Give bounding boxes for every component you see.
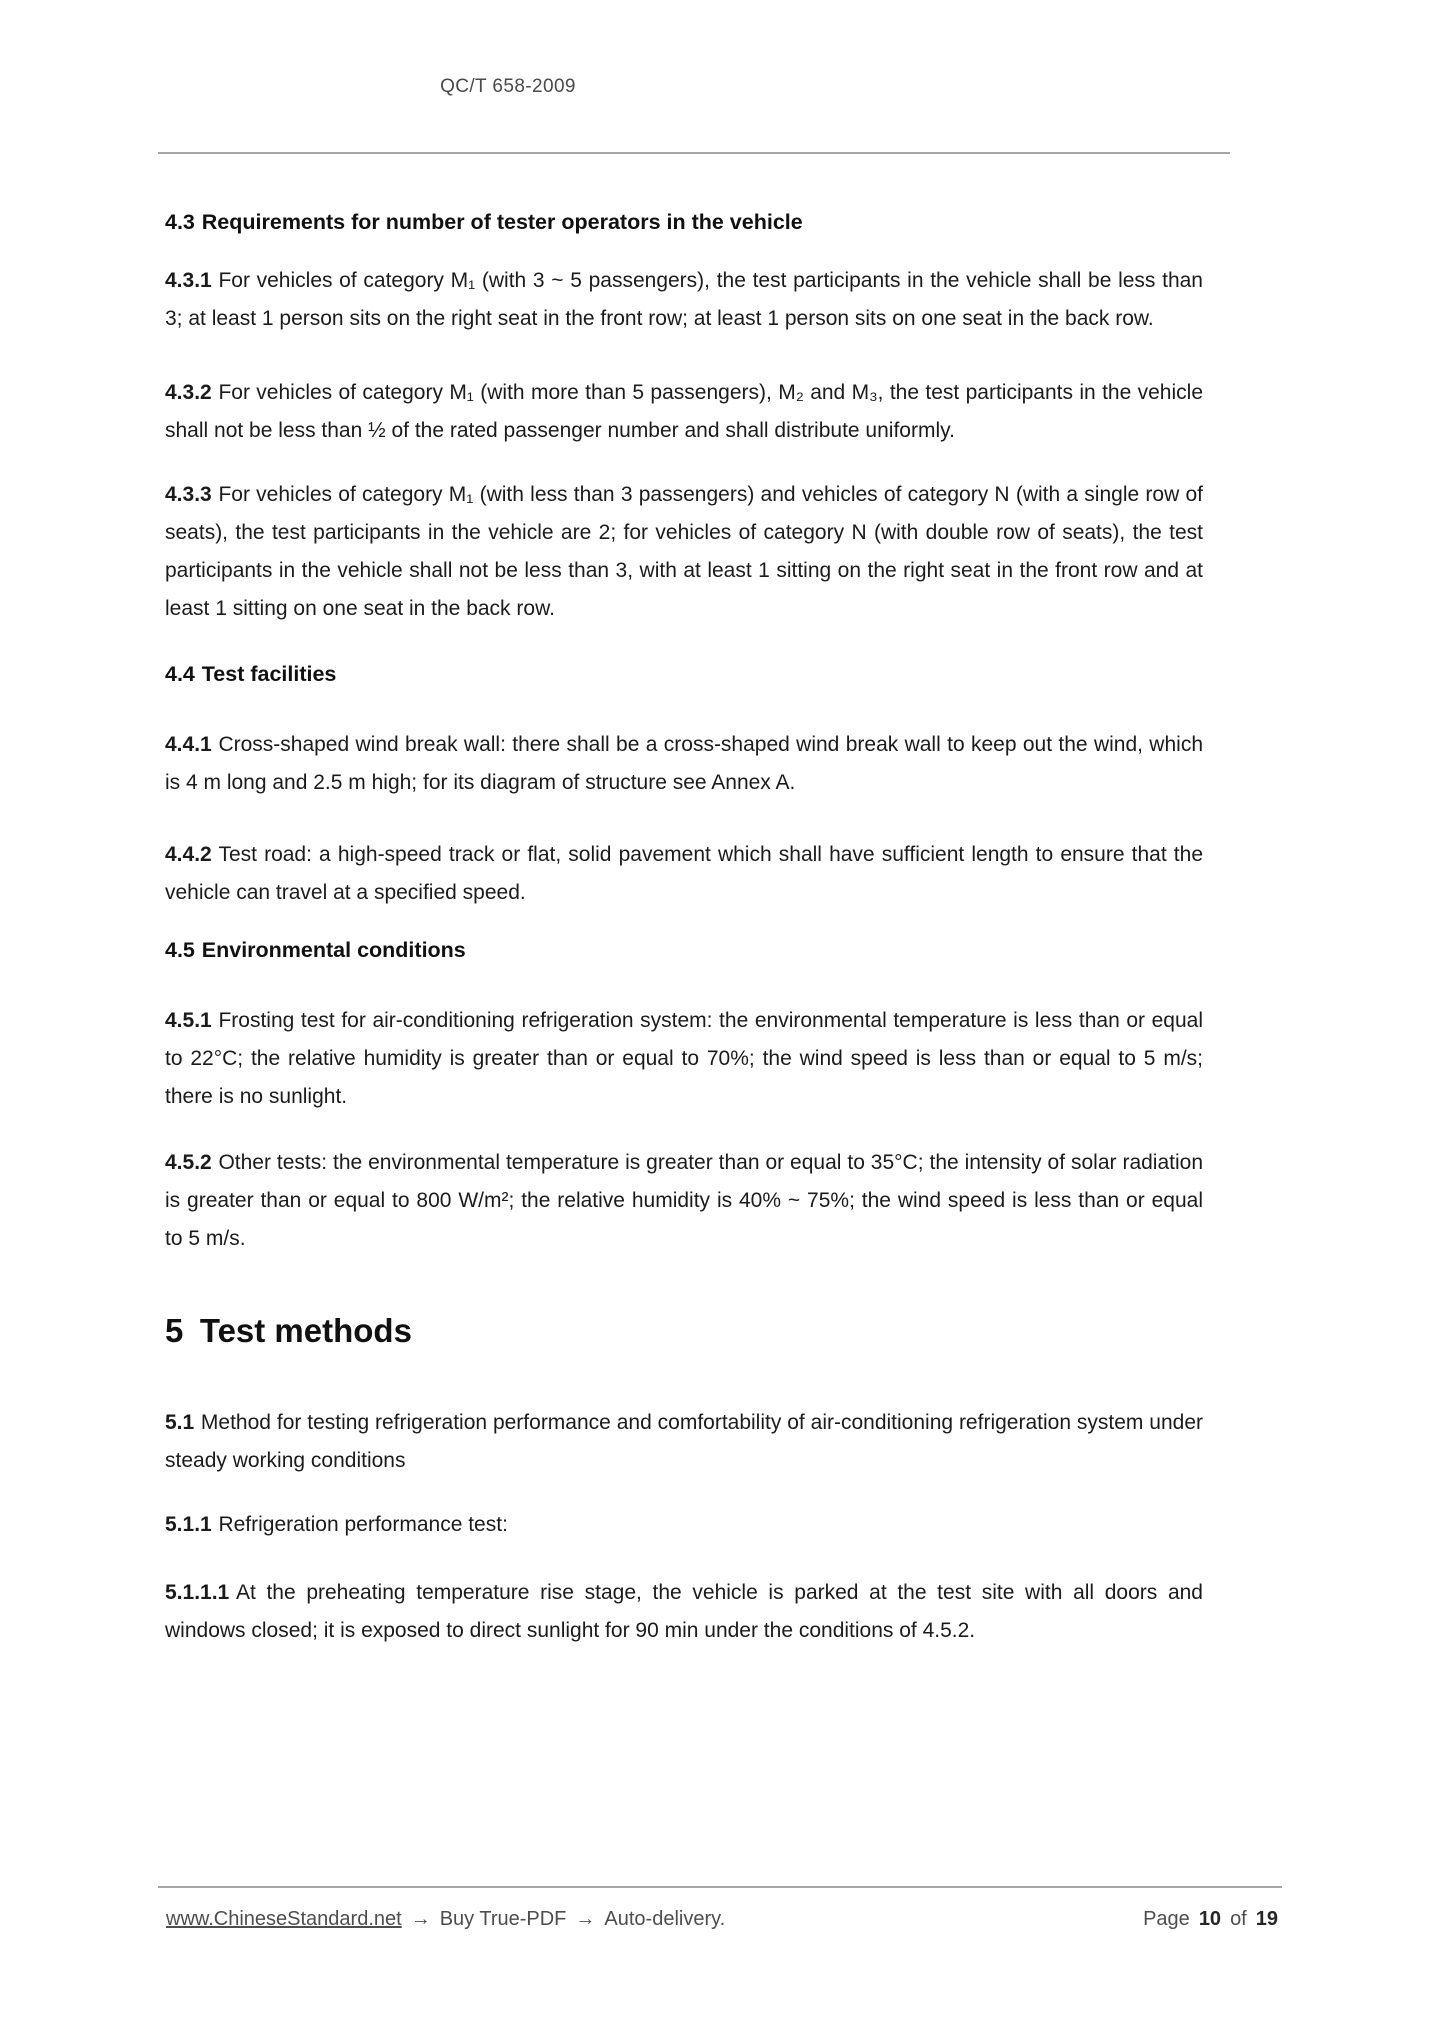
clause-4-5-2 xyxy=(165,1144,1203,1258)
clause-text: At the preheating temperature rise stage, the vehicle is parked at the test site with all doors and windows closed; it is exposed to direct sunlight for 90 min under the conditions of 4.5.2. xyxy=(165,1581,1203,1642)
page-number xyxy=(1143,1908,1278,1931)
clause-5-1-1 xyxy=(165,1506,1203,1544)
document-body xyxy=(165,154,1203,1650)
footer-delivery-text: Auto-delivery. xyxy=(604,1908,726,1930)
chapter-number: 5 xyxy=(165,1312,184,1349)
clause-title: Environmental conditions xyxy=(201,938,466,962)
clause-number: 4.3.3 xyxy=(165,483,212,506)
section-heading-4-3 xyxy=(165,208,1203,236)
page-footer xyxy=(166,1908,1278,1931)
footer-left xyxy=(166,1908,725,1931)
clause-text: Test road: a high-speed track or flat, solid pavement which shall have sufficient length to ensure that the vehicle can travel at a specified speed. xyxy=(165,843,1203,904)
clause-number: 4.3.2 xyxy=(165,381,212,404)
clause-4-3-3 xyxy=(165,476,1203,628)
page-total: 19 xyxy=(1255,1908,1278,1930)
of-label: of xyxy=(1230,1908,1247,1930)
clause-number: 4.3 xyxy=(165,210,195,234)
clause-4-4-1 xyxy=(165,726,1203,802)
clause-number: 4.5.2 xyxy=(165,1151,212,1174)
clause-number: 4.4.1 xyxy=(165,733,212,756)
section-heading-4-5 xyxy=(165,936,1203,964)
section-heading-4-4 xyxy=(165,660,1203,688)
clause-text: For vehicles of category M₁ (with less than 3 passengers) and vehicles of category N (with a single row of seats), the test participants in the vehicle are 2; for vehicles of category N (with double row of seats), the test participants in the vehicle shall not be less than 3, with at least 1 sitting on the right seat in the front row and at least 1 sitting on one seat in the back row. xyxy=(165,483,1203,620)
footer-rule xyxy=(158,1886,1282,1888)
clause-title: Test facilities xyxy=(201,662,337,686)
clause-5-1-1-1 xyxy=(165,1574,1203,1650)
clause-5-1 xyxy=(165,1404,1203,1480)
clause-number: 5.1.1.1 xyxy=(165,1581,230,1604)
clause-number: 4.4 xyxy=(165,662,195,686)
clause-number: 4.5 xyxy=(165,938,195,962)
site-link[interactable]: www.ChineseStandard.net xyxy=(166,1908,402,1930)
header-doc-number: QC/T 658-2009 xyxy=(440,76,576,97)
clause-4-4-2 xyxy=(165,836,1203,912)
page-label: Page xyxy=(1143,1908,1190,1930)
arrow-right-icon: → xyxy=(575,1908,596,1930)
chapter-title: Test methods xyxy=(199,1312,412,1349)
clause-number: 5.1 xyxy=(165,1411,195,1434)
chapter-heading-5 xyxy=(165,1310,1203,1352)
clause-title: Requirements for number of tester operators in the vehicle xyxy=(201,210,803,234)
clause-number: 4.4.2 xyxy=(165,843,212,866)
page-current: 10 xyxy=(1198,1908,1222,1930)
clause-4-3-1 xyxy=(165,262,1203,338)
clause-4-3-2 xyxy=(165,374,1203,450)
clause-text: Other tests: the environmental temperature is greater than or equal to 35°C; the intensity of solar radiation is greater than or equal to 800 W/m²; the relative humidity is 40% ~ 75%; the wind speed is less than or equal to 5 m/s. xyxy=(165,1151,1203,1250)
clause-text: For vehicles of category M₁ (with more than 5 passengers), M₂ and M₃, the test participants in the vehicle shall not be less than ½ of the rated passenger number and shall distribute uniformly. xyxy=(165,381,1203,442)
clause-number: 4.3.1 xyxy=(165,269,212,292)
clause-number: 4.5.1 xyxy=(165,1009,212,1032)
clause-text: Frosting test for air-conditioning refrigeration system: the environmental temperature is less than or equal to 22°C; the relative humidity is greater than or equal to 70%; the wind speed is less than or equal to 5 m/s; there is no sunlight. xyxy=(165,1009,1203,1108)
clause-4-5-1 xyxy=(165,1002,1203,1116)
clause-text: Refrigeration performance test: xyxy=(218,1513,508,1536)
clause-number: 5.1.1 xyxy=(165,1513,212,1536)
arrow-right-icon: → xyxy=(410,1908,431,1930)
footer-buy-text: Buy True-PDF xyxy=(439,1908,567,1930)
clause-text: For vehicles of category M₁ (with 3 ~ 5 passengers), the test participants in the vehicle shall be less than 3; at least 1 person sits on the right seat in the front row; at least 1 person sits on one seat in the back row. xyxy=(165,269,1203,330)
clause-text: Method for testing refrigeration performance and comfortability of air-conditioning refrigeration system under steady working conditions xyxy=(165,1411,1203,1472)
clause-text: Cross-shaped wind break wall: there shall be a cross-shaped wind break wall to keep out the wind, which is 4 m long and 2.5 m high; for its diagram of structure see Annex A. xyxy=(165,733,1203,794)
